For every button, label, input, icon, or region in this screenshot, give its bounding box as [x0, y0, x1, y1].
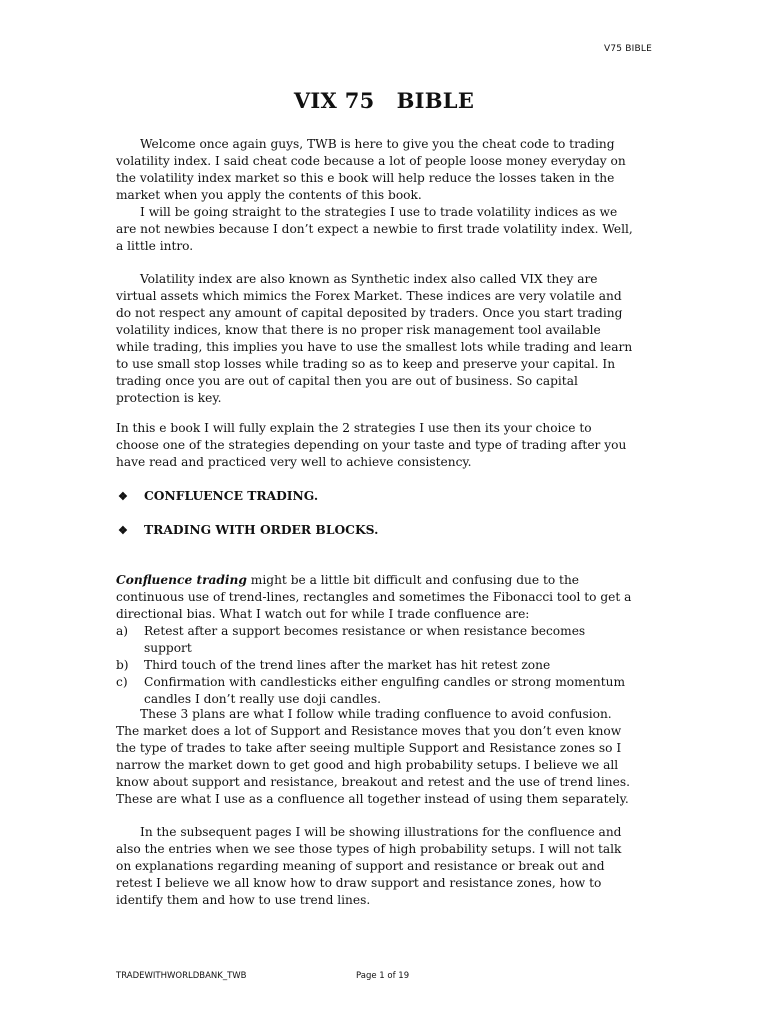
list-text: Confirmation with candlesticks either engulfing candles or strong momentum candles I don’t really use doji candles. [144, 675, 626, 706]
title-part-2: BIBLE [396, 88, 475, 113]
vix-description-paragraph: Volatility index are also known as Synthetic index also called VIX they are virtual assets which mimics the Forex Market. These indices are very volatile and do not respect any amount of capital deposited by traders. Once you start trading volatility indices, know that there is no proper risk management tool available while trading, this implies you have to use the smallest lots while trading and learn to use small stop losses while trading so as to keep and preserve your capital. In trading once you are out of capital then you are out of business. So capital protection is key. [116, 272, 633, 405]
plans-section [116, 706, 636, 808]
plans-paragraph: These 3 plans are what I follow while trading confluence to avoid confusion. The market does a lot of Support and Resistance moves that you don’t even know the type of trades to take after seeing multiple Support and Resistance zones so I narrow the market down to get good and high probability setups. I believe we all know about support and resistance, breakout and retest and the use of trend lines. These are what I use as a confluence all together instead of using them separately. [116, 707, 630, 806]
intro-section [116, 136, 636, 255]
strategy-bullet-2 [118, 522, 378, 537]
ebook-paragraph: In this e book I will fully explain the 2 strategies I use then its your choice to choose one of the strategies depending on your taste and type of trading after you have read and practiced very well to achieve consistency. [116, 421, 627, 469]
list-item [116, 623, 636, 657]
confluence-list [116, 623, 636, 708]
list-marker: c) [116, 675, 128, 689]
bullet-text: CONFLUENCE TRADING. [144, 488, 319, 503]
intro-paragraph-2: I will be going straight to the strategies I use to trade volatility indices as we are not newbies because I don’t expect a newbie to first trade volatility index. Well, a little intro. [116, 205, 633, 253]
confluence-paragraph [116, 572, 636, 623]
confluence-section [116, 572, 636, 708]
subsequent-section [116, 824, 636, 909]
page-header: V75 BIBLE [604, 44, 652, 54]
list-text: Third touch of the trend lines after the market has hit retest zone [144, 658, 551, 672]
bullet-text: TRADING WITH ORDER BLOCKS. [144, 522, 379, 537]
strategy-bullet-1 [118, 488, 318, 503]
list-text: Retest after a support becomes resistance or when resistance becomes support [144, 624, 586, 655]
confluence-lead: Confluence trading [116, 573, 247, 587]
vix-description-section [116, 271, 636, 407]
ebook-section [116, 420, 636, 471]
intro-paragraph-1: Welcome once again guys, TWB is here to give you the cheat code to trading volatility index. I said cheat code because a lot of people loose money everyday on the volatility index market so this e book will help reduce the losses taken in the market when you apply the contents of this book. [116, 137, 626, 202]
subsequent-paragraph: In the subsequent pages I will be showing illustrations for the confluence and also the entries when we see those types of high probability setups. I will not talk on explanations regarding meaning of support and resistance or break out and retest I believe we all know how to draw support and resistance zones, how to identify them and how to use trend lines. [116, 825, 622, 907]
confluence-text: might be a little bit difficult and confusing due to the continuous use of trend-lines, rectangles and sometimes the Fibonacci tool to get a directional bias. What I watch out for while I trade confluence are: [116, 573, 632, 621]
list-item [116, 674, 636, 708]
document-title [0, 88, 768, 113]
page-number: Page 1 of 19 [356, 971, 410, 981]
diamond-bullet-icon: ❖ [118, 490, 128, 503]
title-part-1: VIX 75 [293, 88, 375, 113]
list-marker: a) [116, 624, 129, 638]
footer-left: TRADEWITHWORLDBANK_TWB [116, 971, 247, 981]
diamond-bullet-icon: ❖ [118, 524, 128, 537]
list-marker: b) [116, 658, 129, 672]
list-item [116, 657, 636, 674]
